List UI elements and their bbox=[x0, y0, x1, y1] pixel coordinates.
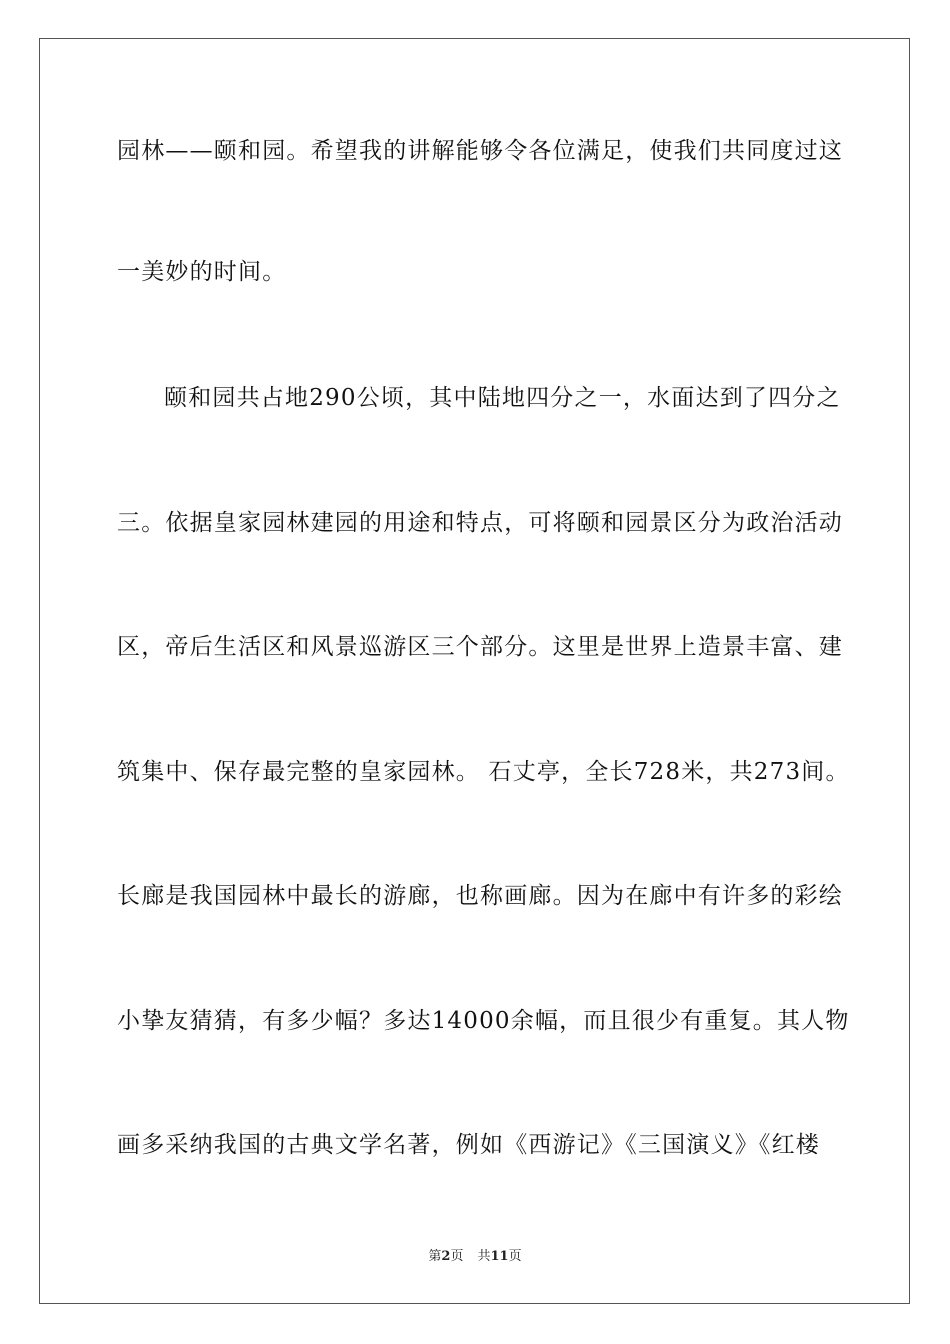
text-line-6: 筑集中、保存最完整的皇家园林。 石丈亭，全长728米，共273间。 bbox=[117, 759, 850, 785]
text-line-5: 区，帝后生活区和风景巡游区三个部分。这里是世界上造景丰富、建 bbox=[117, 634, 843, 660]
page-footer bbox=[0, 1248, 950, 1266]
text-line-2: 一美妙的时间。 bbox=[117, 259, 287, 285]
footer-page-prefix: 第 bbox=[428, 1249, 442, 1264]
text-line-7: 长廊是我国园林中最长的游廊，也称画廊。因为在廊中有许多的彩绘 bbox=[117, 883, 843, 909]
footer-page-suffix: 页 bbox=[450, 1249, 464, 1264]
page-border bbox=[39, 38, 910, 1304]
text-line-8: 小挚友猜猜，有多少幅？多达14000余幅，而且很少有重复。其人物 bbox=[117, 1008, 850, 1034]
text-line-1: 园林——颐和园。希望我的讲解能够令各位满足，使我们共同度过这 bbox=[117, 138, 843, 164]
text-line-9: 画多采纳我国的古典文学名著，例如《西游记》《三国演义》《红楼 bbox=[117, 1132, 820, 1158]
footer-total-prefix: 共 bbox=[477, 1249, 491, 1264]
footer-page-current: 2 bbox=[441, 1249, 451, 1264]
text-line-4: 三。依据皇家园林建园的用途和特点，可将颐和园景区分为政治活动 bbox=[117, 510, 843, 536]
footer-page-total: 11 bbox=[490, 1249, 509, 1264]
footer-total-suffix: 页 bbox=[508, 1249, 522, 1264]
text-line-3-paragraph-start: 颐和园共占地290公顷，其中陆地四分之一，水面达到了四分之 bbox=[164, 385, 841, 411]
